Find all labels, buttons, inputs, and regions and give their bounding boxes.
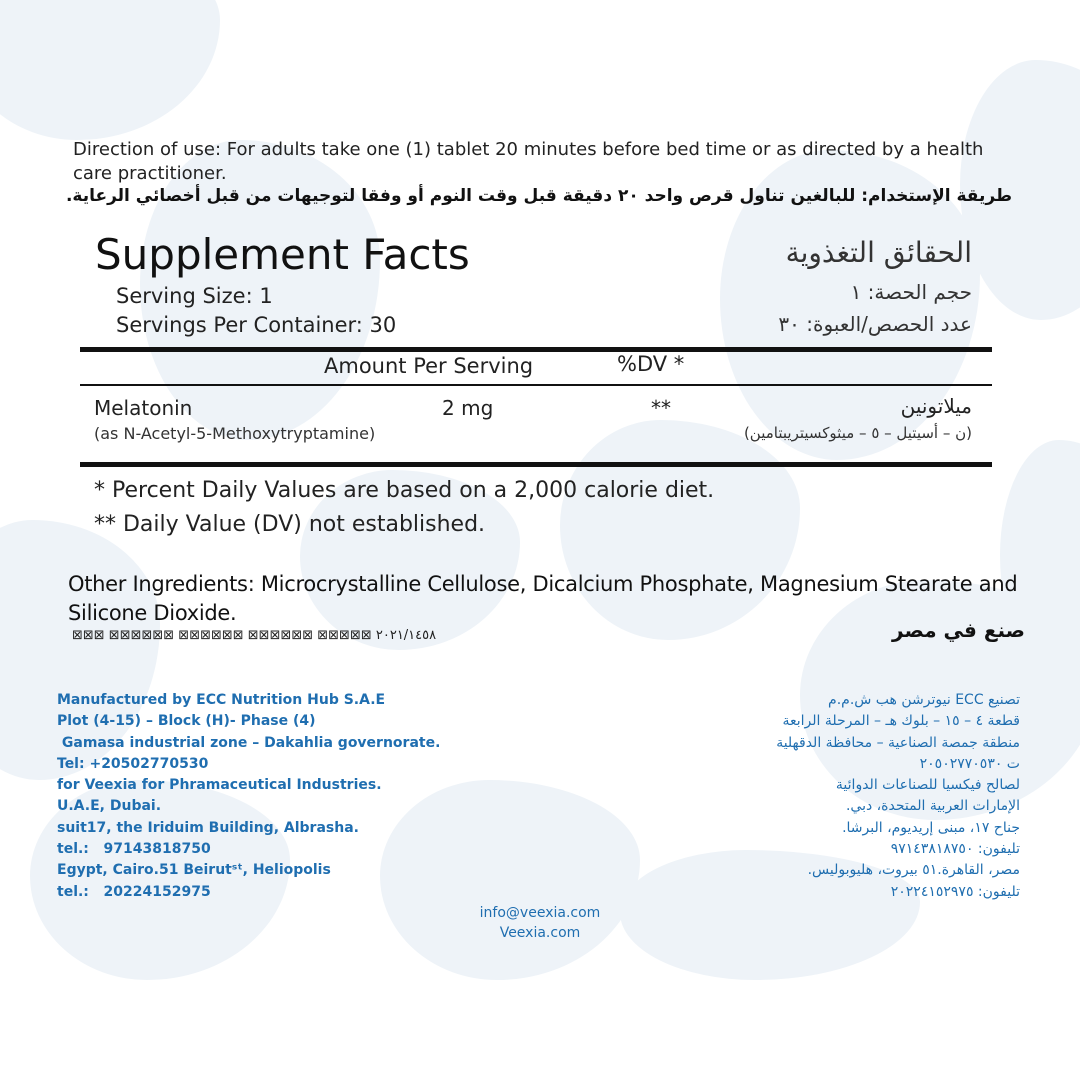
contact-info <box>0 903 1080 943</box>
supplement-facts-title: Supplement Facts <box>95 230 470 279</box>
manufacturer-line-arabic: ت ٢٠٥٠٢٧٧٠٥٣٠ <box>919 755 1020 772</box>
made-in-egypt: صنع في مصر <box>892 618 1025 642</box>
manufacturer-line-arabic: لصالح فيكسيا للصناعات الدوائية <box>835 777 1020 794</box>
manufacturer-line: Gamasa industrial zone – Dakahlia governorate. <box>57 734 441 751</box>
nutrient-dv: ** <box>651 396 671 420</box>
manufacturer-line: Egypt, Cairo.51 Beirutˢᵗ, Heliopolis <box>57 862 331 879</box>
serving-size: Serving Size: 1 <box>116 284 273 308</box>
manufacturer-line-arabic: تليفون: ٩٧١٤٣٨١٨٧٥٠ <box>890 841 1020 858</box>
manufacturer-line-arabic: قطعة ٤ – ١٥ – بلوك هـ – المرحلة الرابعة <box>782 713 1020 730</box>
servings-per-container-arabic: عدد الحصص/العبوة: ٣٠ <box>778 312 972 336</box>
supplement-facts-title-arabic: الحقائق التغذوية <box>785 236 972 269</box>
contact-email[interactable]: info@veexia.com <box>479 905 601 921</box>
facts-divider-thick <box>80 462 992 467</box>
manufacturer-line: Plot (4-15) – Block (H)- Phase (4) <box>57 713 316 730</box>
manufacturer-line: Tel: +20502770530 <box>57 755 209 772</box>
manufacturer-line: suit17, the Iriduim Building, Albrasha. <box>57 819 359 836</box>
serving-size-arabic: حجم الحصة: ١ <box>850 280 972 304</box>
nutrient-description: (as N-Acetyl-5-Methoxytryptamine) <box>94 424 376 443</box>
manufacturer-line-arabic: مصر، القاهرة.٥١ بيروت، هليوبوليس. <box>807 862 1020 879</box>
registration-number: ⊠⊠⊠ ⊠⊠⊠⊠⊠⊠ ⊠⊠⊠⊠⊠⊠ ⊠⊠⊠⊠⊠⊠ ⊠⊠⊠⊠⊠ ٢٠٢١/١٤٥٨ <box>72 628 437 643</box>
manufacturer-line: tel.: 97143818750 <box>57 841 211 858</box>
nutrient-description-arabic: (ن – أسيتيل – ٥ – ميثوكسيتريبتامين) <box>743 424 972 442</box>
contact-website[interactable]: Veexia.com <box>499 925 581 941</box>
directions-arabic: طريقة الإستخدام: للبالغين تناول قرص واحد ٢٠ دقيقة قبل وقت النوم أو وفقا لتوجيهات من قبل أخصائي الرعاية. <box>65 186 1012 206</box>
manufacturer-line: for Veexia for Phramaceutical Industries. <box>57 777 382 794</box>
facts-divider-thick <box>80 347 992 352</box>
manufacturer-line-arabic: جناح ١٧، مبنى إريديوم، البرشا. <box>842 819 1020 836</box>
footnote-dv-not-established: ** Daily Value (DV) not established. <box>94 512 486 537</box>
manufacturer-line-arabic: تليفون: ٢٠٢٢٤١٥٢٩٧٥ <box>890 883 1020 900</box>
servings-per-container: Servings Per Container: 30 <box>116 313 397 337</box>
column-header-amount: Amount Per Serving <box>324 354 534 378</box>
background-blob <box>0 0 220 140</box>
manufacturer-info-english <box>57 690 440 903</box>
facts-divider-thin <box>80 384 992 386</box>
manufacturer-line: U.A.E, Dubai. <box>57 798 162 815</box>
manufacturer-line-arabic: تصنيع ECC نيوترشن هب ش.م.م <box>828 692 1020 708</box>
manufacturer-line: tel.: 20224152975 <box>57 883 211 900</box>
nutrient-name-arabic: ميلاتونين <box>900 394 972 418</box>
manufacturer-info-arabic <box>776 690 1020 903</box>
column-header-dv: %DV * <box>617 352 685 376</box>
other-ingredients: Other Ingredients: Microcrystalline Cellulose, Dicalcium Phosphate, Magnesium Stearate and Silicone Dioxide. <box>68 572 1018 625</box>
nutrient-amount: 2 mg <box>442 396 494 420</box>
manufacturer-line: Manufactured by ECC Nutrition Hub S.A.E <box>57 692 386 708</box>
footnote-daily-values: * Percent Daily Values are based on a 2,000 calorie diet. <box>94 478 715 503</box>
nutrient-name: Melatonin <box>94 396 193 420</box>
manufacturer-line-arabic: منطقة جمصة الصناعية – محافظة الدقهلية <box>776 734 1020 751</box>
directions-english: Direction of use: For adults take one (1) tablet 20 minutes before bed time or as directed by a health care practitioner. <box>73 139 984 184</box>
manufacturer-line-arabic: الإمارات العربية المتحدة، دبي. <box>845 798 1020 815</box>
